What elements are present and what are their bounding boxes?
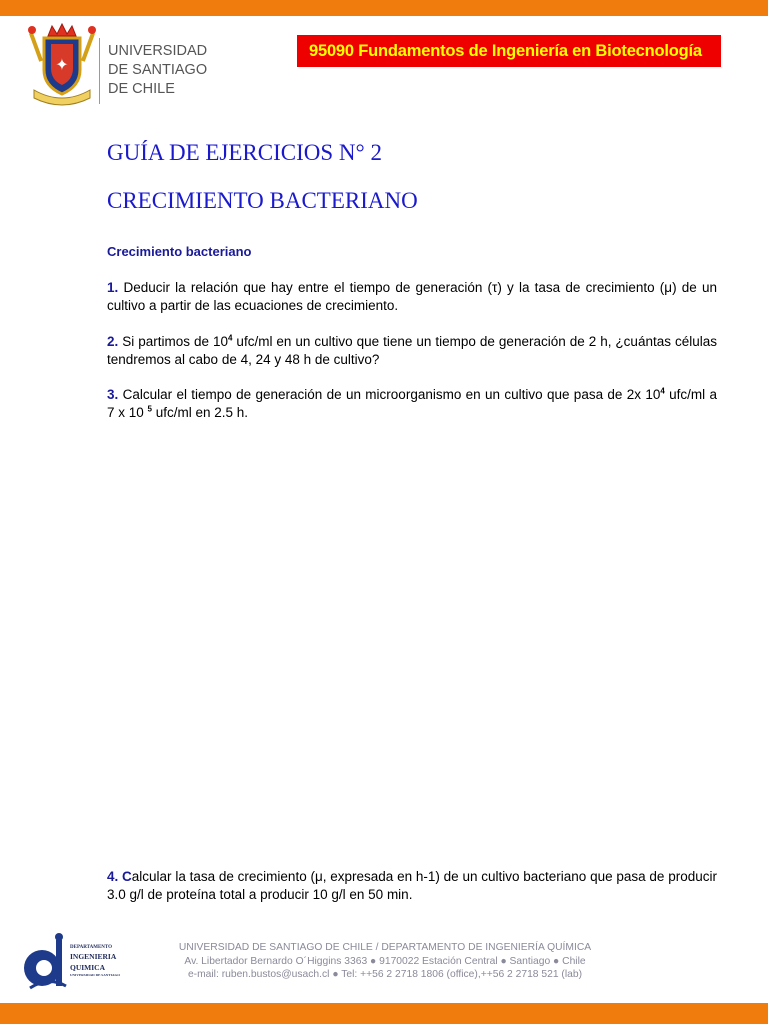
exercise-text: Si partimos de 10 (122, 334, 228, 349)
dept-logo-text: INGENIERIA (70, 952, 117, 961)
exponent: 5 (147, 404, 152, 414)
course-banner: 95090 Fundamentos de Ingeniería en Biotecnología (297, 35, 721, 67)
footer-line: Av. Libertador Bernardo O´Higgins 3363 ● 9170022 Estación Central ● Santiago ● Chile (184, 955, 586, 967)
torch-icon (28, 26, 43, 62)
exercise-text: alcular la tasa de crecimiento (μ, expresada en h-1) de un cultivo bacteriano que pasa de producir 3.0 g/l de proteína total a producir 10 g/l en 50 min. (107, 869, 717, 902)
dept-logo-text: UNIVERSIDAD DE SANTIAGO (70, 973, 120, 977)
document-title: GUÍA DE EJERCICIOS N° 2 (107, 140, 382, 165)
exercise-text: Calcular el tiempo de generación de un microorganismo en un cultivo que pasa de 2x 10 (122, 387, 661, 402)
exercise-text: ufc/ml a 7 x 10 (107, 387, 718, 420)
torch-icon (81, 26, 96, 62)
exercise-number: 2. (107, 334, 119, 349)
university-name-line: DE CHILE (108, 81, 175, 97)
exercise-4 (107, 868, 717, 904)
exercise-text: ufc/ml en 2.5 h. (151, 405, 249, 420)
exercise-number: 1. (107, 280, 119, 295)
exponent: 4 (228, 333, 233, 343)
exercise-number: 3. (107, 387, 119, 402)
top-orange-bar (0, 0, 768, 16)
dept-logo-text: QUIMICA (70, 963, 105, 972)
exercise-text: Deducir la relación que hay entre el tiempo de generación (τ) y la tasa de crecimiento (μ) de un cultivo a partir de las ecuaciones de crecimiento. (107, 280, 717, 313)
footer-line: UNIVERSIDAD DE SANTIAGO DE CHILE / DEPARTAMENTO DE INGENIERÍA QUÍMICA (178, 942, 592, 953)
university-name-line: DE SANTIAGO (108, 62, 208, 78)
university-name (108, 42, 207, 99)
svg-text:✦: ✦ (55, 55, 69, 74)
document-subtitle: CRECIMIENTO BACTERIANO (107, 188, 418, 213)
exercise-number: 4. C (107, 869, 132, 884)
exercise-text: ufc/ml en un cultivo que tiene un tiempo de generación de 2 h, ¿cuántas células tendremos al cabo de 4, 24 y 48 h de cultivo? (107, 334, 717, 367)
exponent: 4 (660, 386, 665, 396)
bottom-orange-bar (0, 1003, 768, 1024)
logo-divider (99, 38, 100, 104)
footer-contact (150, 941, 620, 982)
university-name-line: UNIVERSIDAD (108, 43, 208, 59)
exercise-3 (107, 386, 717, 422)
footer-line: e-mail: ruben.bustos@usach.cl ● Tel: ++56 2 2718 1806 (office),++56 2 2718 521 (lab) (187, 969, 583, 980)
section-heading: Crecimiento bacteriano (107, 244, 252, 259)
dept-logo-text: DEPARTAMENTO (70, 945, 113, 950)
exercise-1 (107, 279, 717, 315)
department-logo (18, 930, 128, 998)
exercise-2 (107, 333, 717, 369)
